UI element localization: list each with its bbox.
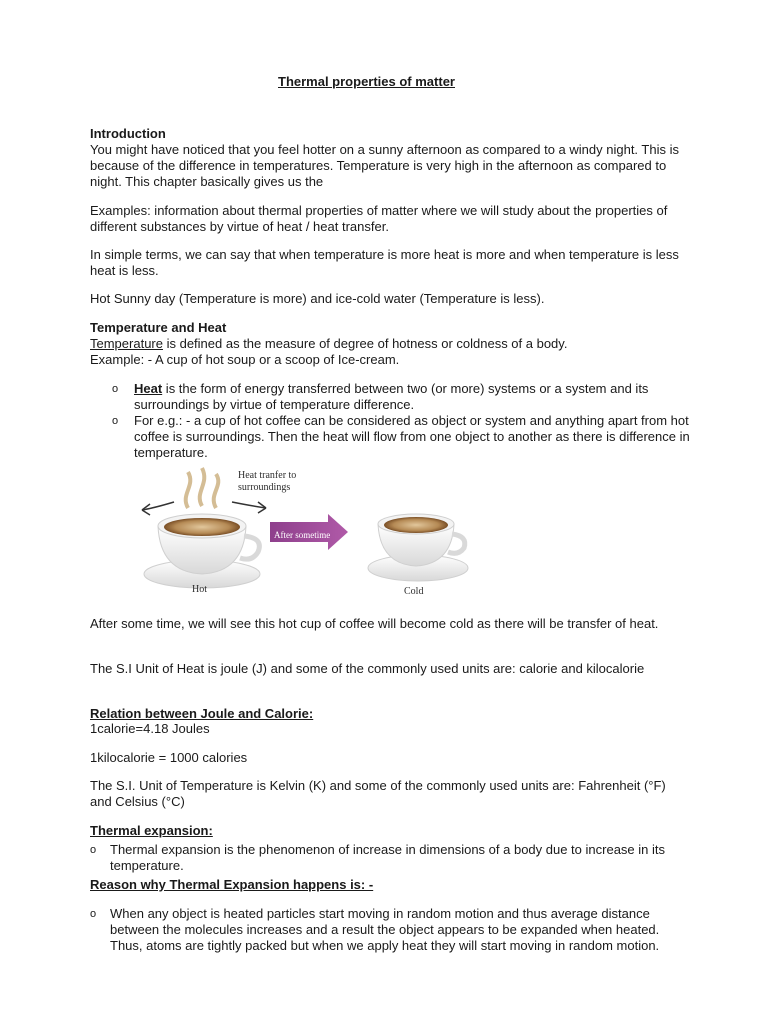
heat-example-bullet [112,413,690,461]
heat-example-text: For e.g.: - a cup of hot coffee can be considered as object or system and anything apart from hot coffee is surroundings. Then the heat will flow from one object to another as there is difference in temperature. [134,413,690,460]
bullet-mark: o [112,383,119,395]
bullet-mark: o [112,415,119,427]
after-sometime-label: After sometime [274,530,331,540]
after-time-paragraph: After some time, we will see this hot cup of coffee will become cold as there will be transfer of heat. [90,616,659,631]
temperature-definition [90,336,690,352]
heat-definition [134,381,690,413]
reason-heading: Reason why Thermal Expansion happens is: - [90,877,374,892]
heat-transfer-label-2: surroundings [238,482,291,493]
temperature-example: Example: - A cup of hot soup or a scoop of Ice-cream. [90,352,400,367]
reason-bullet [90,906,690,954]
heat-transfer-label-1: Heat tranfer to [238,470,297,481]
temperature-term: Temperature [90,336,163,351]
heat-term: Heat [134,381,163,396]
si-temperature-paragraph: The S.I. Unit of Temperature is Kelvin (K) and some of the commonly used units are: Fahrenheit (°F) and Celsius (°C) [90,778,666,809]
si-heat-paragraph: The S.I Unit of Heat is joule (J) and some of the commonly used units are: calorie and kilocalorie [90,661,645,676]
examples-paragraph: Examples: information about thermal properties of matter where we will study about the properties of different substances by virtue of heat / heat transfer. [90,203,668,234]
relation-kilocalorie: 1kilocalorie = 1000 calories [90,750,248,765]
hot-label: Hot [192,584,207,595]
relation-heading: Relation between Joule and Calorie: [90,706,314,721]
hot-sunny-paragraph: Hot Sunny day (Temperature is more) and ice-cold water (Temperature is less). [90,291,545,306]
coffee-cup-figure [140,464,470,604]
reason-text: When any object is heated particles start moving in random motion and thus average distance between the molecules increases and a result the object appears to be expanded when heated. Thus, atoms are tightly packed but when we apply heat they will start moving in random motion. [110,906,660,953]
heat-bullet [112,381,690,413]
bullet-mark: o [90,844,97,856]
heat-definition-text: is the form of energy transferred between two (or more) systems or a system and its surroundings by virtue of temperature difference. [134,381,649,412]
document-title: Thermal properties of matter [278,74,455,89]
bullet-mark: o [90,908,97,920]
cold-label: Cold [404,586,424,597]
temperature-definition-text: is defined as the measure of degree of hotness or coldness of a body. [162,336,568,351]
temperature-heat-heading: Temperature and Heat [90,320,227,335]
thermal-expansion-text: Thermal expansion is the phenomenon of increase in dimensions of a body due to increase in its temperature. [110,842,665,873]
simple-terms-paragraph: In simple terms, we can say that when temperature is more heat is more and when temperature is less heat is less. [90,247,679,278]
intro-heading: Introduction [90,126,166,141]
thermal-expansion-heading: Thermal expansion: [90,823,213,838]
relation-calorie: 1calorie=4.18 Joules [90,721,210,736]
intro-paragraph: You might have noticed that you feel hotter on a sunny afternoon as compared to a windy night. This is because of the difference in temperatures. Temperature is very high in the afternoon as compared to night. This chapter basically gives us the [90,142,679,189]
thermal-expansion-bullet [90,842,690,874]
